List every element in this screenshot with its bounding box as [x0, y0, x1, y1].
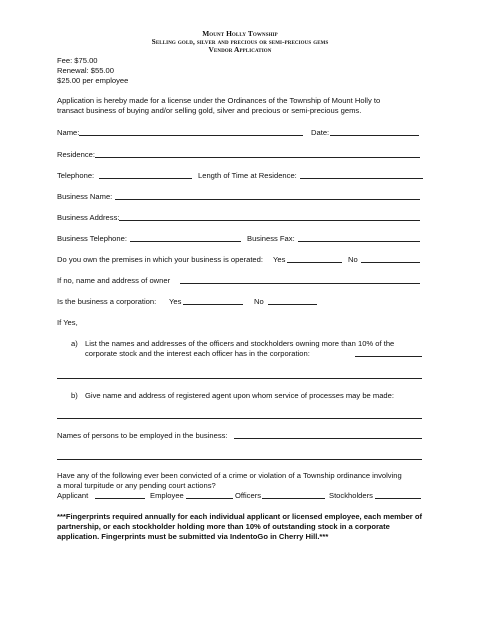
- question-a-answer-field[interactable]: [355, 356, 422, 357]
- conviction-line-2: a moral turpitude or any pending court actions?: [57, 481, 216, 490]
- business-name-field[interactable]: [115, 199, 420, 200]
- intro-line-2: transact business of buying and/or selling gold, silver and precious or semi-precious gems.: [57, 106, 362, 115]
- employees-answer-line[interactable]: [57, 459, 422, 460]
- name-label: Name:: [57, 128, 80, 137]
- business-address-field[interactable]: [119, 220, 420, 221]
- officers-label: Officers: [235, 491, 262, 500]
- corporation-question: Is the business a corporation:: [57, 297, 157, 306]
- applicant-label: Applicant: [57, 491, 89, 500]
- corporation-no-label: No: [254, 297, 264, 306]
- corporation-no-field[interactable]: [268, 304, 317, 305]
- owner-label: If no, name and address of owner: [57, 276, 171, 285]
- business-telephone-field[interactable]: [130, 241, 241, 242]
- name-field[interactable]: [79, 135, 303, 136]
- date-label: Date:: [311, 128, 330, 137]
- stockholders-field[interactable]: [375, 498, 421, 499]
- business-fax-field[interactable]: [298, 241, 420, 242]
- question-a-marker: a): [71, 339, 78, 348]
- corporation-yes-field[interactable]: [183, 304, 243, 305]
- question-a-line-2: corporate stock and the interest each officer has in the corporation:: [85, 349, 310, 358]
- length-of-time-field[interactable]: [300, 178, 423, 179]
- own-premises-question: Do you own the premises in which your business is operated:: [57, 255, 263, 264]
- telephone-field[interactable]: [99, 178, 192, 179]
- date-field[interactable]: [330, 135, 419, 136]
- residence-label: Residence:: [57, 150, 95, 159]
- fingerprint-notice-line-1: ***Fingerprints required annually for each individual applicant or licensed employee, each member of: [57, 512, 423, 521]
- fingerprint-notice-line-2: partnership, or each stockholder holding more than 10% of outstanding stock in a corporate: [57, 522, 390, 531]
- question-b-marker: b): [71, 391, 78, 400]
- intro-line-1: Application is hereby made for a license under the Ordinances of the Township of Mount Holly to: [57, 96, 381, 105]
- residence-field[interactable]: [95, 157, 420, 158]
- owner-field[interactable]: [180, 283, 420, 284]
- fingerprint-notice-line-3: application. Fingerprints must be submitted via IndentoGo in Cherry Hill.***: [57, 532, 329, 541]
- question-b-answer-line[interactable]: [57, 418, 422, 419]
- business-name-label: Business Name:: [57, 192, 113, 201]
- question-a-line-1: List the names and addresses of the officers and stockholders owning more than 10% of the: [85, 339, 395, 348]
- per-employee-text: $25.00 per employee: [57, 76, 129, 85]
- corporation-yes-label: Yes: [169, 297, 182, 306]
- business-address-label: Business Address:: [57, 213, 120, 222]
- business-telephone-label: Business Telephone:: [57, 234, 127, 243]
- own-premises-yes-field[interactable]: [287, 262, 342, 263]
- own-premises-yes-label: Yes: [273, 255, 286, 264]
- fee-text: Fee: $75.00: [57, 56, 98, 65]
- form-title-township: Mount Holly Township: [202, 29, 278, 38]
- employee-label: Employee: [150, 491, 184, 500]
- question-a-answer-line[interactable]: [57, 378, 422, 379]
- length-of-time-label: Length of Time at Residence:: [198, 171, 297, 180]
- employees-label: Names of persons to be employed in the business:: [57, 431, 228, 440]
- employees-field[interactable]: [234, 438, 422, 439]
- question-b-text: Give name and address of registered agent upon whom service of processes may be made:: [85, 391, 394, 400]
- employee-field[interactable]: [186, 498, 233, 499]
- stockholders-label: Stockholders: [329, 491, 373, 500]
- telephone-label: Telephone:: [57, 171, 95, 180]
- conviction-line-1: Have any of the following ever been convicted of a crime or violation of a Township ordinance involving: [57, 471, 402, 480]
- own-premises-no-field[interactable]: [361, 262, 420, 263]
- form-title-type: Vendor Application: [208, 45, 272, 54]
- if-yes-label: If Yes,: [57, 318, 78, 327]
- applicant-field[interactable]: [95, 498, 145, 499]
- officers-field[interactable]: [262, 498, 325, 499]
- business-fax-label: Business Fax:: [247, 234, 295, 243]
- own-premises-no-label: No: [348, 255, 358, 264]
- renewal-text: Renewal: $55.00: [57, 66, 114, 75]
- form-title-subject: Selling gold, silver and precious or semi-precious gems: [151, 37, 329, 46]
